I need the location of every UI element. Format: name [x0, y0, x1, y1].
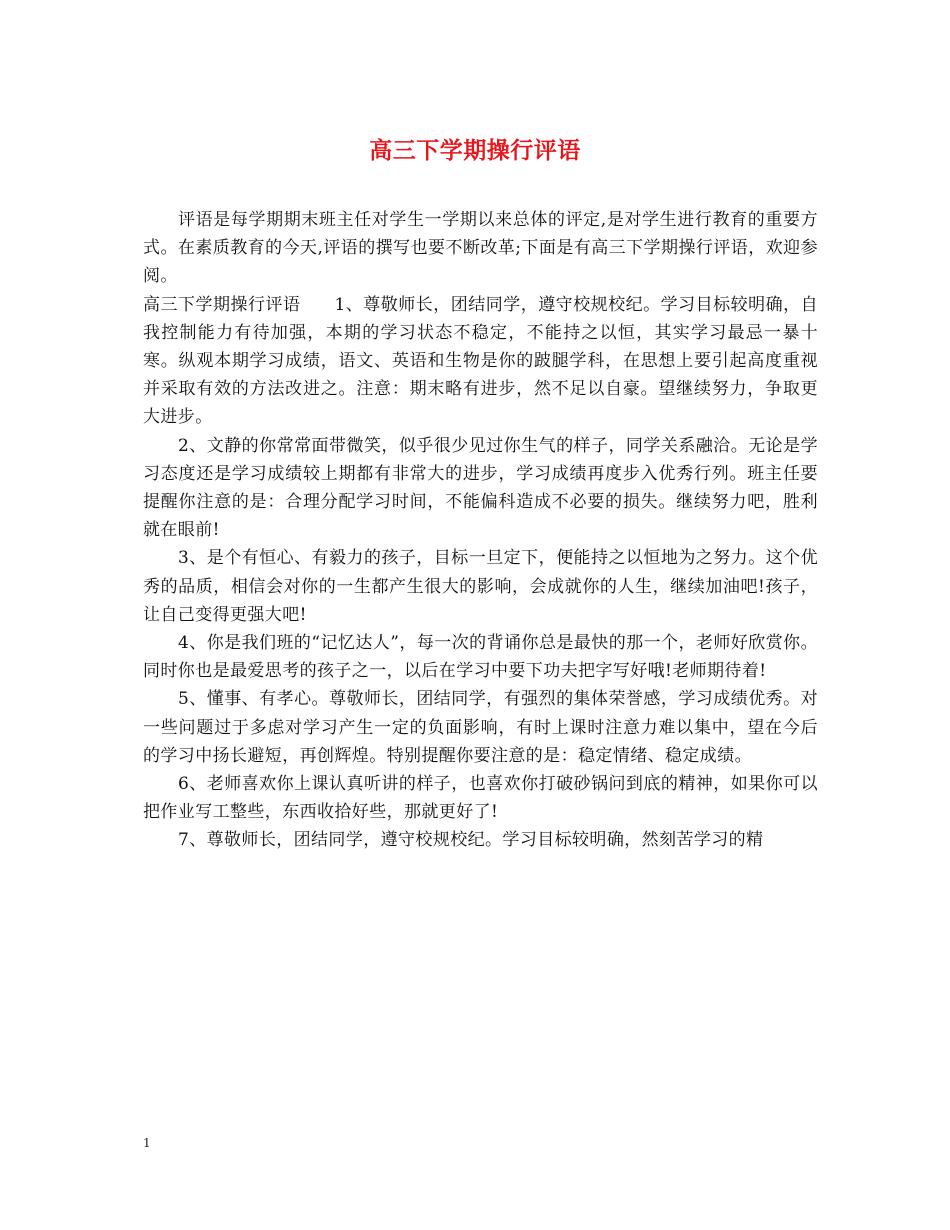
section-heading: 高三下学期操行评语	[143, 294, 301, 315]
item-paragraph: 3、是个有恒心、有毅力的孩子，目标一旦定下，便能持之以恒地为之努力。这个优秀的品质，相信会对你的一生都产生很大的影响，会成就你的人生，继续加油吧!孩子，让自己变得更强大吧!	[143, 548, 818, 625]
item-1-text: 1、尊敬师长，团结同学，遵守校规校纪。学习目标较明确，自我控制能力有待加强，本期的学习状态不稳定，不能持之以恒，其实学习最忌一暴十寒。纵观本期学习成绩，语文、英语和生物是你的跛腿学科，在思想上要引起高度重视并采取有效的方法改进之。注意：期末略有进步，然不足以自豪。望继续努力，争取更大进步。	[143, 294, 818, 428]
item-paragraph: 5、懂事、有孝心。尊敬师长，团结同学，有强烈的集体荣誉感，学习成绩优秀。对一些问题过于多虑对学习产生一定的负面影响，有时上课时注意力难以集中，望在今后的学习中扬长避短，再创辉煌。特别提醒你要注意的是：稳定情绪、稳定成绩。	[143, 689, 818, 766]
intro-paragraph: 评语是每学期期末班主任对学生一学期以来总体的评定,是对学生进行教育的重要方式。在素质教育的今天,评语的撰写也要不断改革;下面是有高三下学期操行评语，欢迎参阅。	[143, 210, 818, 287]
first-item-paragraph	[143, 291, 818, 432]
item-paragraph: 4、你是我们班的“记忆达人”，每一次的背诵你总是最快的那一个，老师好欣赏你。同时你也是最爱思考的孩子之一，以后在学习中要下功夫把字写好哦!老师期待着!	[143, 633, 818, 682]
page-number: 1	[143, 1136, 151, 1150]
item-paragraph: 7、尊敬师长，团结同学，遵守校规校纪。学习目标较明确，然刻苦学习的精	[178, 830, 764, 851]
item-paragraph: 6、老师喜欢你上课认真听讲的样子，也喜欢你打破砂锅问到底的精神，如果你可以把作业写工整些，东西收拾好些，那就更好了!	[143, 774, 818, 823]
item-paragraph: 2、文静的你常常面带微笑，似乎很少见过你生气的样子，同学关系融洽。无论是学习态度还是学习成绩较上期都有非常大的进步，学习成绩再度步入优秀行列。班主任要提醒你注意的是：合理分配学习时间，不能偏科造成不必要的损失。继续努力吧，胜利就在眼前!	[143, 435, 818, 541]
document-body	[143, 206, 818, 855]
page-title: 高三下学期操行评语	[369, 137, 581, 164]
